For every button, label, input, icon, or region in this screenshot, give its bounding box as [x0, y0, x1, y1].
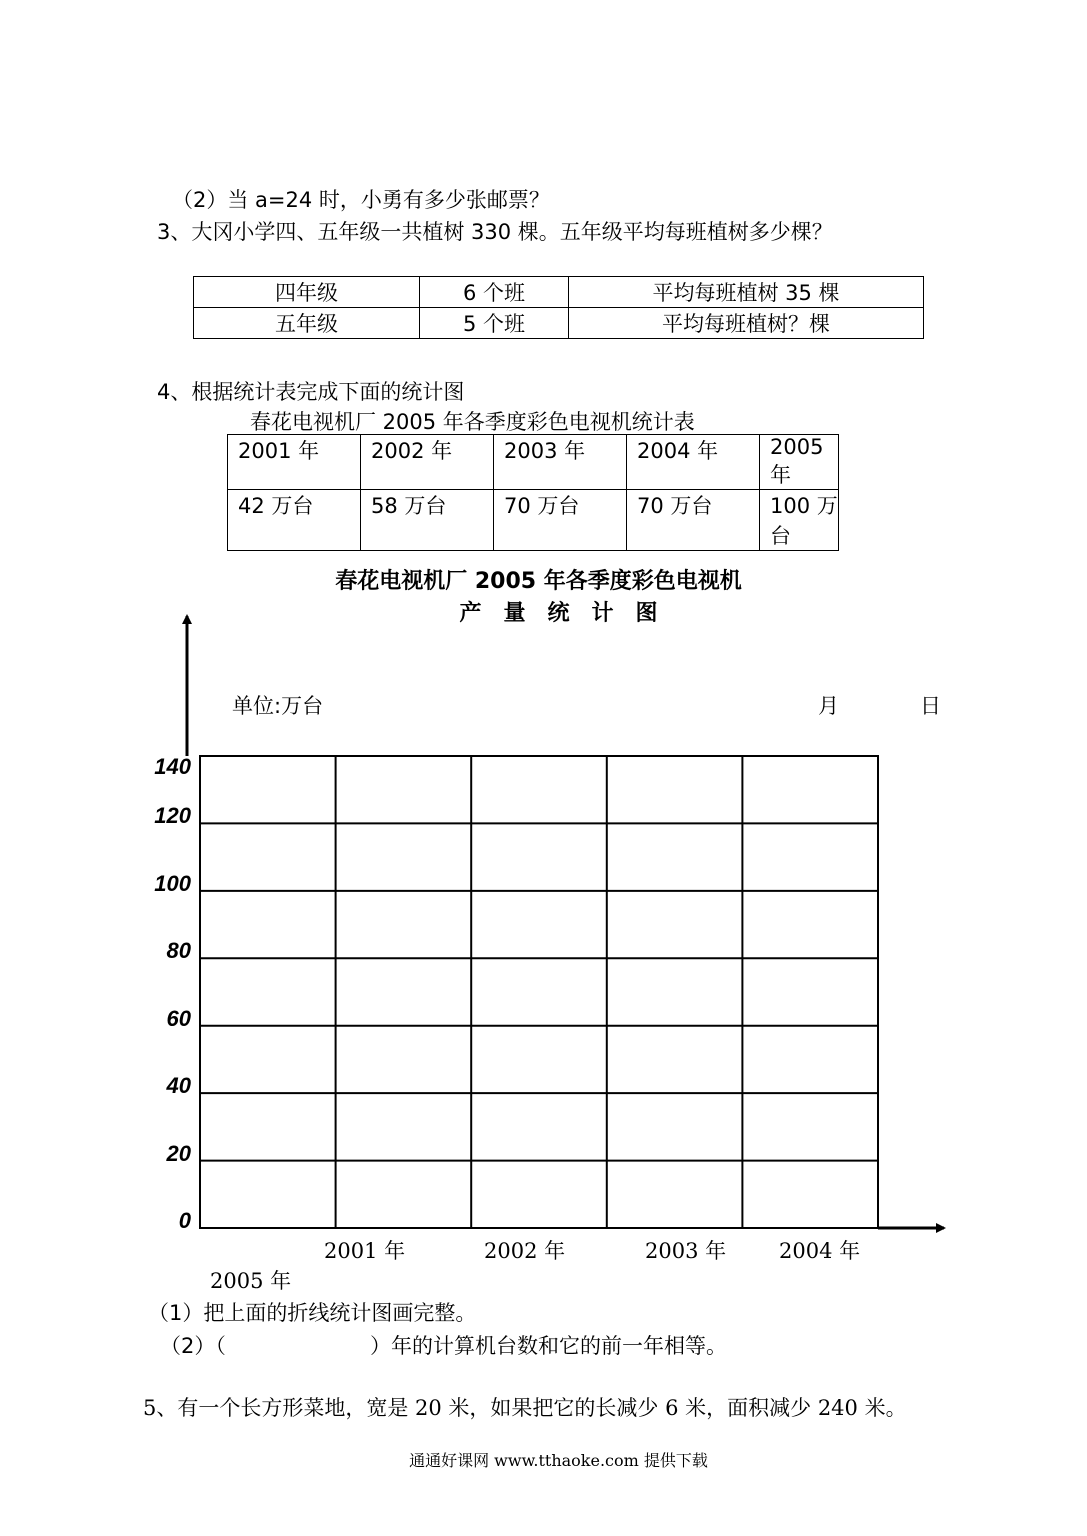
value-cell: 100 万台: [760, 490, 839, 551]
y-tick-label: 80: [166, 938, 191, 964]
plot-frame: [200, 756, 878, 1228]
sub-question-1: （1）把上面的折线统计图画完整。: [148, 1301, 477, 1325]
chart-title: 春花电视机厂 2005 年各季度彩色电视机: [335, 569, 742, 594]
x-tick-label: 2004 年: [779, 1239, 861, 1263]
question-2-part-2: （2）当 a=24 时，小勇有多少张邮票？: [172, 188, 550, 212]
question-3: 3、大冈小学四、五年级一共植树 330 棵。五年级平均每班植树多少棵？: [157, 220, 833, 244]
year-cell: 2002 年: [361, 435, 494, 490]
year-cell: 2004 年: [627, 435, 760, 490]
year-cell: 2001 年: [228, 435, 361, 490]
value-cell: 42 万台: [228, 490, 361, 551]
table-cell: 平均每班植树 35 棵: [569, 277, 924, 308]
table-cell: 平均每班植树？棵: [569, 308, 924, 339]
value-cell: 58 万台: [361, 490, 494, 551]
y-tick-label: 60: [166, 1005, 191, 1031]
question-5: 5、有一个长方形菜地，宽是 20 米，如果把它的长减少 6 米，面积减少 240 米。: [143, 1396, 907, 1420]
year-cell: 2003 年: [494, 435, 627, 490]
table-cell: 四年级: [194, 277, 420, 308]
y-tick-label: 100: [154, 870, 191, 896]
y-tick-label: 40: [166, 1073, 191, 1099]
table-cell: 5 个班: [420, 308, 569, 339]
year-cell: 2005 年: [760, 435, 839, 490]
x-tick-label: 2003 年: [645, 1239, 727, 1263]
y-tick-label: 0: [178, 1208, 191, 1233]
month-label: 月: [818, 694, 839, 718]
y-tick-label: 120: [154, 803, 191, 829]
value-cell: 70 万台: [627, 490, 760, 551]
y-tick-label: 140: [154, 754, 191, 779]
y-tick-label: 20: [166, 1140, 191, 1166]
table-cell: 五年级: [194, 308, 420, 339]
x-tick-label: 2005 年: [210, 1269, 292, 1293]
x-tick-label: 2002 年: [484, 1239, 566, 1263]
day-label: 日: [920, 694, 941, 718]
x-tick-label: 2001 年: [324, 1239, 406, 1263]
stat-table-title: 春花电视机厂 2005 年各季度彩色电视机统计表: [250, 410, 695, 434]
sub-question-2-close: ）年的计算机台数和它的前一年相等。: [370, 1334, 727, 1358]
question-4: 4、根据统计表完成下面的统计图: [157, 380, 465, 404]
chart-subtitle: 产 量 统 计 图: [459, 601, 658, 626]
footer: 通通好课网 www.tthaoke.com 提供下载: [409, 1451, 708, 1470]
value-cell: 70 万台: [494, 490, 627, 551]
sub-question-2-open: （2）（: [160, 1334, 226, 1358]
unit-label: 单位:万台: [232, 694, 324, 718]
table-cell: 6 个班: [420, 277, 569, 308]
